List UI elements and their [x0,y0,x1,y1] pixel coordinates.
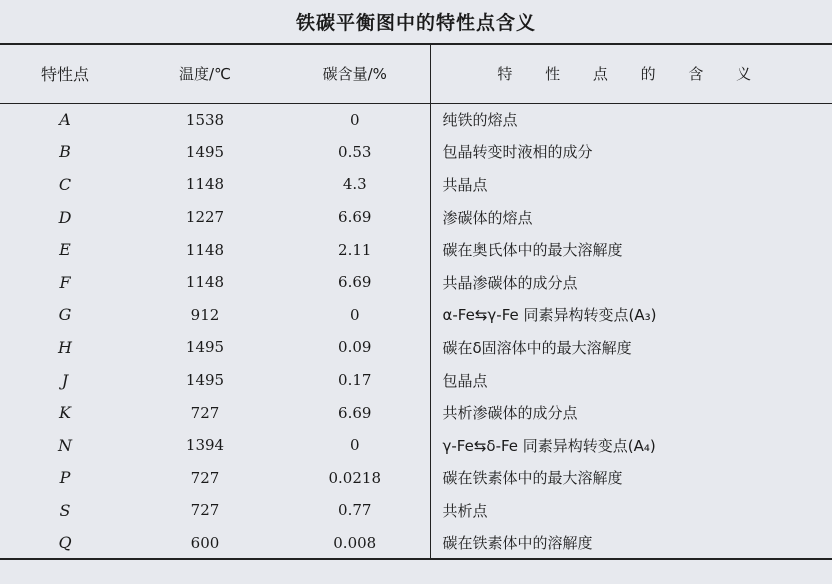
cell-meaning: 共晶渗碳体的成分点 [430,266,832,299]
cell-carbon-content: 6.69 [338,403,372,422]
header-meaning: 特 性 点 的 含 义 [430,44,832,103]
cell-temperature: 1148 [185,273,225,292]
cell-carbon-content: 0.17 [338,371,372,390]
table-row [0,299,832,332]
cell-temperature: 600 [190,533,220,552]
cell-meaning: 纯铁的熔点 [430,103,832,136]
cell-meaning: 共析点 [430,494,832,527]
cell-meaning: 碳在δ固溶体中的最大溶解度 [430,331,832,364]
cell-temperature: 912 [190,305,220,324]
cell-temperature: 1394 [185,436,225,455]
cell-meaning: 共析渗碳体的成分点 [430,396,832,429]
table-row [0,331,832,364]
cell-meaning: γ-Fe⇆δ-Fe 同素异构转变点(A₄) [430,429,832,462]
cell-temperature: 1148 [185,175,225,194]
cell-carbon-content: 0 [349,110,360,129]
header-carbon-content: 碳含量/% [322,65,387,84]
cell-carbon-content: 0.53 [338,142,372,161]
table-row [0,429,832,462]
cell-point: S [59,500,71,520]
cell-temperature: 1148 [185,240,225,259]
table-row [0,527,832,560]
cell-carbon-content: 4.3 [342,175,367,194]
cell-point: N [58,435,72,455]
cell-point: F [59,272,71,292]
cell-meaning: 碳在铁素体中的溶解度 [430,527,832,560]
cell-carbon-content: 0.09 [338,338,372,357]
table-row [0,201,832,234]
table-row [0,233,832,266]
cell-point: C [58,174,72,194]
cell-meaning: 碳在奥氏体中的最大溶解度 [430,233,832,266]
cell-point: K [59,403,71,423]
cell-meaning: 碳在铁素体中的最大溶解度 [430,462,832,495]
table-row [0,266,832,299]
cell-point: Q [58,533,72,553]
cell-meaning: 渗碳体的熔点 [430,201,832,234]
cell-point: G [58,305,72,325]
characteristic-points-table [0,43,832,560]
table-row [0,168,832,201]
table-row [0,462,832,495]
table-title: 铁碳平衡图中的特性点含义 [295,12,536,34]
cell-point: D [58,207,72,227]
cell-point: H [58,337,72,357]
cell-point: J [61,370,69,390]
cell-point: P [59,468,71,488]
cell-carbon-content: 2.11 [338,240,372,259]
cell-temperature: 727 [190,403,220,422]
table-row [0,103,832,136]
cell-carbon-content: 0 [349,305,360,324]
cell-carbon-content: 0.77 [338,501,372,520]
table-row [0,396,832,429]
table-row [0,364,832,397]
cell-carbon-content: 6.69 [338,273,372,292]
cell-temperature: 1495 [185,371,225,390]
cell-carbon-content: 6.69 [338,208,372,227]
cell-meaning: 共晶点 [430,168,832,201]
cell-point: A [59,110,71,130]
cell-meaning: α-Fe⇆γ-Fe 同素异构转变点(A₃) [430,299,832,332]
cell-carbon-content: 0.0218 [328,468,381,487]
cell-point: B [59,142,71,162]
header-point: 特性点 [40,65,89,85]
cell-temperature: 1227 [185,208,225,227]
cell-carbon-content: 0.008 [333,533,377,552]
table-header-row [0,44,832,103]
cell-temperature: 727 [190,501,220,520]
cell-point: E [59,240,71,260]
cell-meaning: 包晶点 [430,364,832,397]
cell-temperature: 1495 [185,142,225,161]
table-row [0,494,832,527]
cell-temperature: 1538 [185,110,225,129]
table-row [0,136,832,169]
cell-carbon-content: 0 [349,436,360,455]
cell-temperature: 727 [190,468,220,487]
cell-temperature: 1495 [185,338,225,357]
header-temperature: 温度/℃ [179,65,231,84]
cell-meaning: 包晶转变时液相的成分 [430,136,832,169]
